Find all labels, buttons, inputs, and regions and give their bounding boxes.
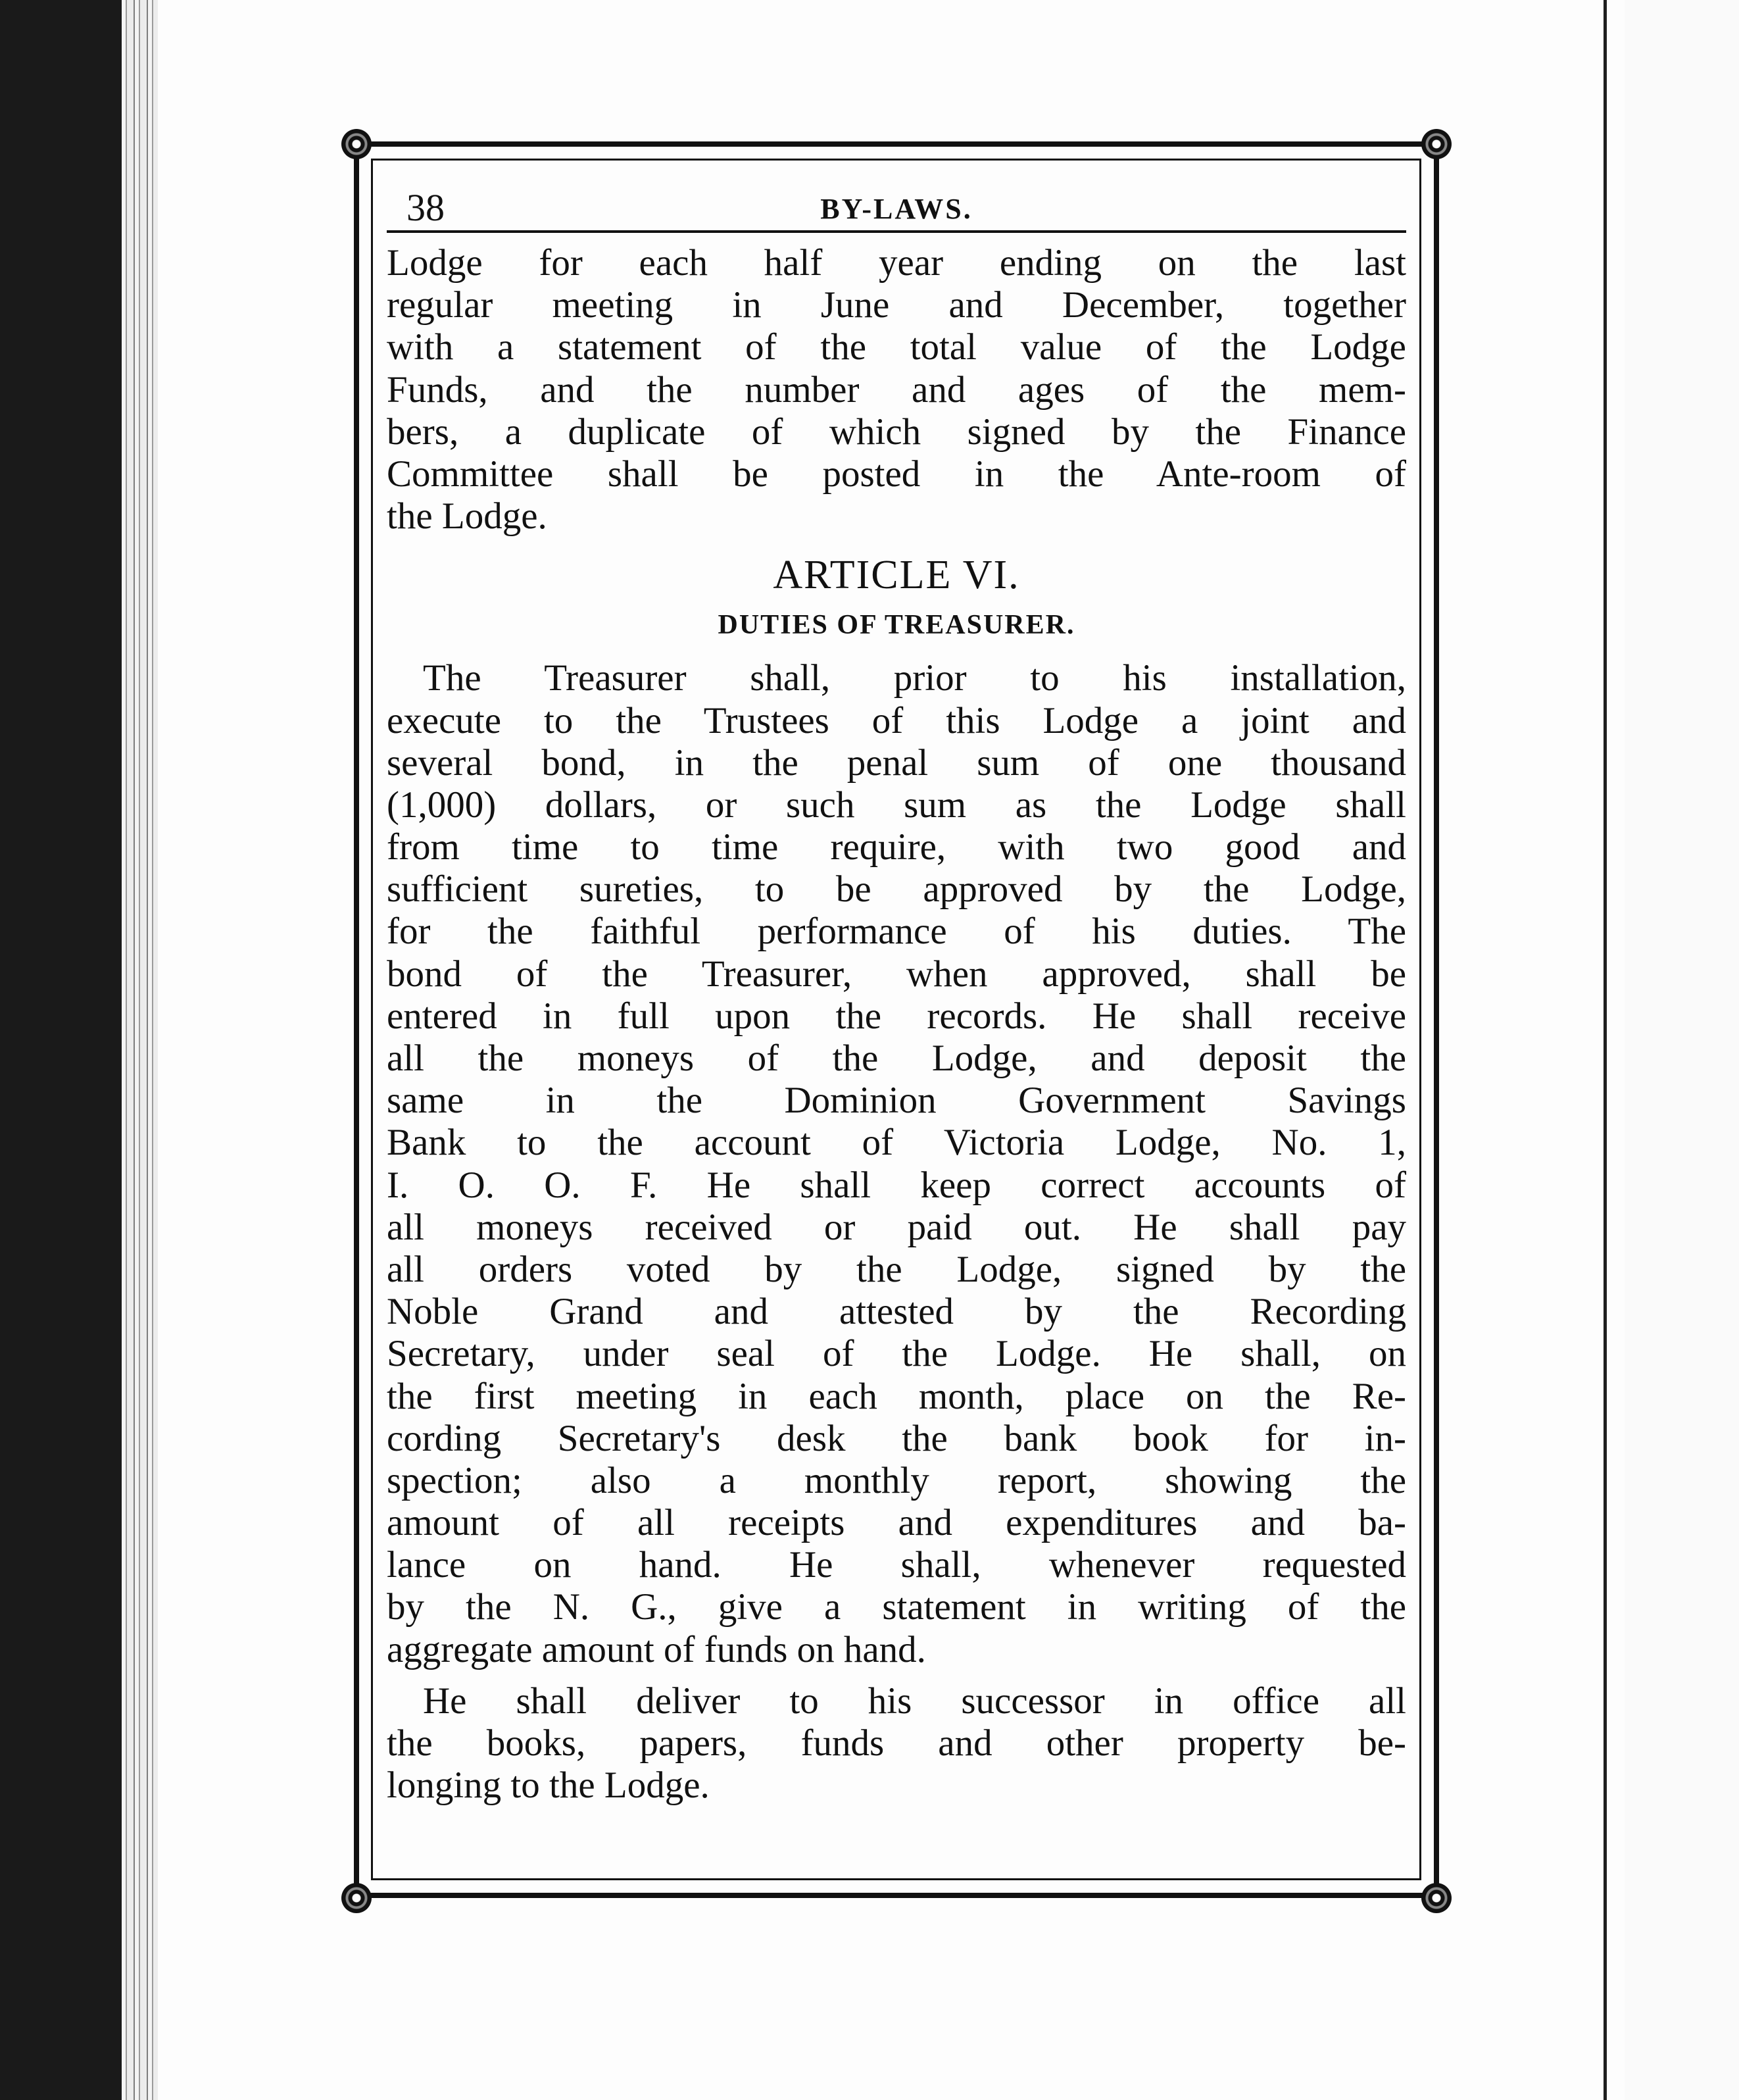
text-line: lance on hand. He shall, whenever requested: [387, 1544, 1406, 1586]
border-rule: [354, 1893, 1439, 1898]
facing-page-strip: [1625, 0, 1739, 2100]
text-line: execute to the Trustees of this Lodge a joint and: [387, 699, 1406, 741]
text-line: all the moneys of the Lodge, and deposit the: [387, 1038, 1406, 1079]
text-line: amount of all receipts and expenditures and ba-: [387, 1502, 1406, 1544]
text-line: longing to the Lodge.: [387, 1764, 710, 1807]
continued-paragraph: [387, 242, 1406, 538]
page-number: 38: [406, 186, 445, 229]
section-heading: DUTIES OF TREASURER.: [718, 610, 1075, 641]
border-rule: [371, 159, 373, 1880]
border-rule: [372, 159, 1421, 161]
text-line: (1,000) dollars, or such sum as the Lodge shall: [387, 784, 1406, 826]
border-rule: [354, 141, 359, 1898]
corner-rosette-icon: [341, 129, 372, 159]
running-title: BY-LAWS.: [820, 193, 973, 225]
border-rule: [354, 141, 1439, 147]
text-line: several bond, in the penal sum of one thousand: [387, 741, 1406, 784]
page-fold-line: [1604, 0, 1607, 2100]
text-line: bond of the Treasurer, when approved, shall be: [387, 953, 1406, 995]
ornamental-border: [354, 141, 1439, 1898]
text-line: cording Secretary's desk the bank book for in-: [387, 1417, 1406, 1459]
page-text-block: [387, 178, 1406, 1807]
corner-rosette-icon: [1421, 129, 1452, 159]
text-line: Noble Grand and attested by the Recording: [387, 1291, 1406, 1333]
text-line: for the faithful performance of his duties. The: [387, 911, 1406, 953]
text-line: aggregate amount of funds on hand.: [387, 1628, 926, 1670]
text-line: with a statement of the total value of the Lodge: [387, 326, 1406, 368]
text-line: Lodge for each half year ending on the last: [387, 242, 1406, 284]
text-line: by the N. G., give a statement in writing of the: [387, 1586, 1406, 1628]
text-line: sufficient sureties, to be approved by the Lodge,: [387, 868, 1406, 911]
article-heading: ARTICLE VI.: [773, 553, 1020, 598]
text-line: all moneys received or paid out. He shall pay: [387, 1206, 1406, 1248]
text-line: Funds, and the number and ages of the mem-: [387, 368, 1406, 411]
text-line: Bank to the account of Victoria Lodge, No. 1,: [387, 1122, 1406, 1164]
successor-paragraph: [387, 1680, 1406, 1807]
text-line: the first meeting in each month, place on the Re-: [387, 1375, 1406, 1417]
text-line: all orders voted by the Lodge, signed by the: [387, 1248, 1406, 1290]
text-line: same in the Dominion Government Savings: [387, 1080, 1406, 1122]
text-line: He shall deliver to his successor in office all: [423, 1680, 1406, 1722]
border-rule: [372, 1878, 1421, 1880]
text-line: regular meeting in June and December, together: [387, 284, 1406, 326]
text-line: Committee shall be posted in the Ante-room of: [387, 453, 1406, 495]
text-line: spection; also a monthly report, showing the: [387, 1459, 1406, 1501]
text-line: bers, a duplicate of which signed by the Finance: [387, 411, 1406, 453]
border-rule: [1434, 141, 1439, 1898]
text-line: The Treasurer shall, prior to his installation,: [423, 657, 1406, 699]
treasurer-duties-paragraph: [387, 657, 1406, 1671]
running-head: [387, 178, 1406, 233]
border-rule: [1419, 159, 1421, 1880]
text-line: the Lodge.: [387, 495, 547, 538]
corner-rosette-icon: [1421, 1883, 1452, 1913]
text-line: I. O. O. F. He shall keep correct accounts of: [387, 1164, 1406, 1206]
text-line: from time to time require, with two good and: [387, 826, 1406, 868]
text-line: entered in full upon the records. He shall receive: [387, 995, 1406, 1037]
text-line: Secretary, under seal of the Lodge. He shall, on: [387, 1333, 1406, 1375]
corner-rosette-icon: [341, 1883, 372, 1913]
text-line: the books, papers, funds and other property be-: [387, 1722, 1406, 1764]
